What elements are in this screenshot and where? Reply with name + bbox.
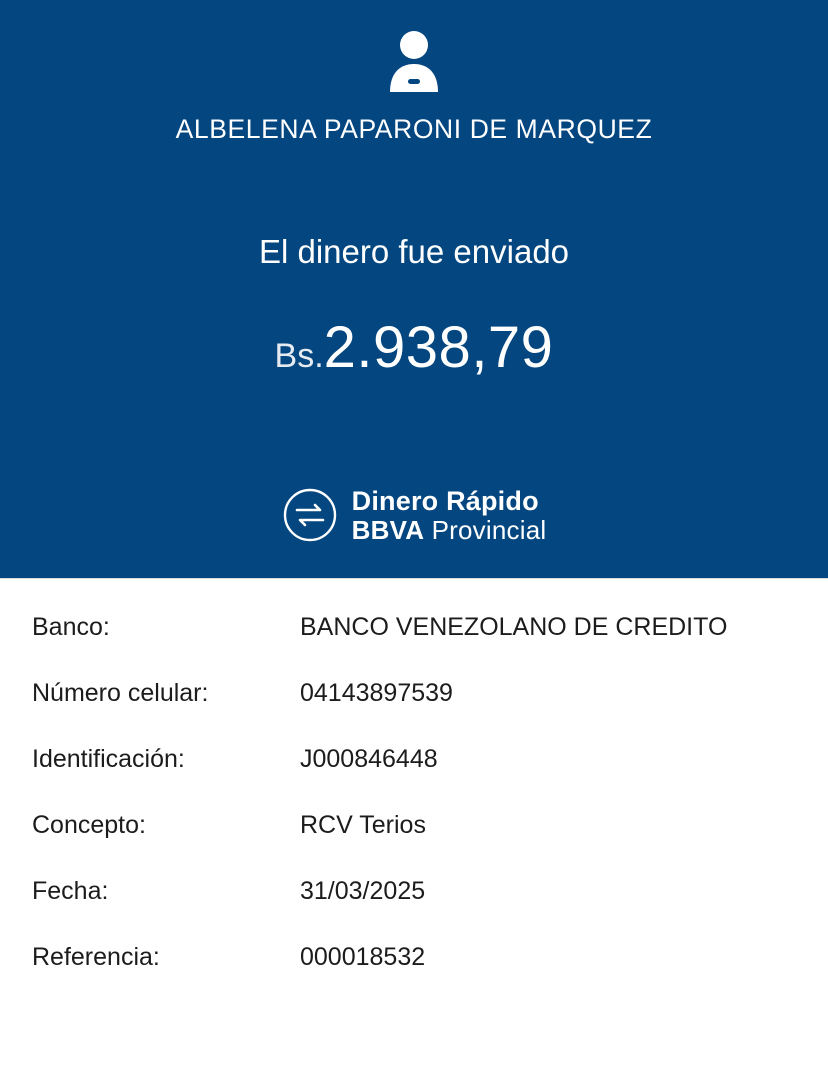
account-holder-name: ALBELENA PAPARONI DE MARQUEZ (175, 114, 653, 144)
detail-label: Concepto: (32, 811, 146, 839)
amount-display (274, 315, 554, 380)
exchange-arrows-icon (282, 487, 338, 543)
detail-value: 000018532 (300, 943, 426, 971)
brand-bank-name: BBVA (351, 514, 425, 545)
detail-row-banco (32, 613, 796, 642)
detail-row-concepto (32, 811, 796, 840)
brand-text (352, 487, 547, 544)
detail-row-identificacion (32, 745, 796, 774)
detail-label: Identificación: (32, 745, 185, 773)
brand-product-name: Dinero Rápido (351, 485, 539, 516)
detail-row-fecha (32, 877, 796, 906)
detail-row-referencia (32, 943, 796, 972)
person-icon (386, 30, 442, 92)
amount-currency-symbol: Bs. (274, 337, 324, 375)
detail-label: Banco: (32, 613, 110, 641)
brand-bank-line (352, 516, 547, 544)
amount-value: 2.938,79 (323, 315, 554, 380)
detail-value: RCV Terios (300, 811, 426, 839)
detail-label: Número celular: (32, 679, 209, 707)
brand-bank-suffix: Provincial (424, 514, 547, 545)
detail-label: Referencia: (32, 943, 160, 971)
receipt-details (0, 579, 828, 1070)
detail-value: 04143897539 (300, 679, 453, 707)
detail-row-numero-celular (32, 679, 796, 708)
brand-lockup (0, 487, 828, 544)
detail-value: J000846448 (300, 745, 438, 773)
transfer-status-text: El dinero fue enviado (258, 233, 570, 270)
detail-value: 31/03/2025 (300, 877, 426, 905)
detail-label: Fecha: (32, 877, 109, 905)
detail-value: BANCO VENEZOLANO DE CREDITO (300, 613, 728, 641)
